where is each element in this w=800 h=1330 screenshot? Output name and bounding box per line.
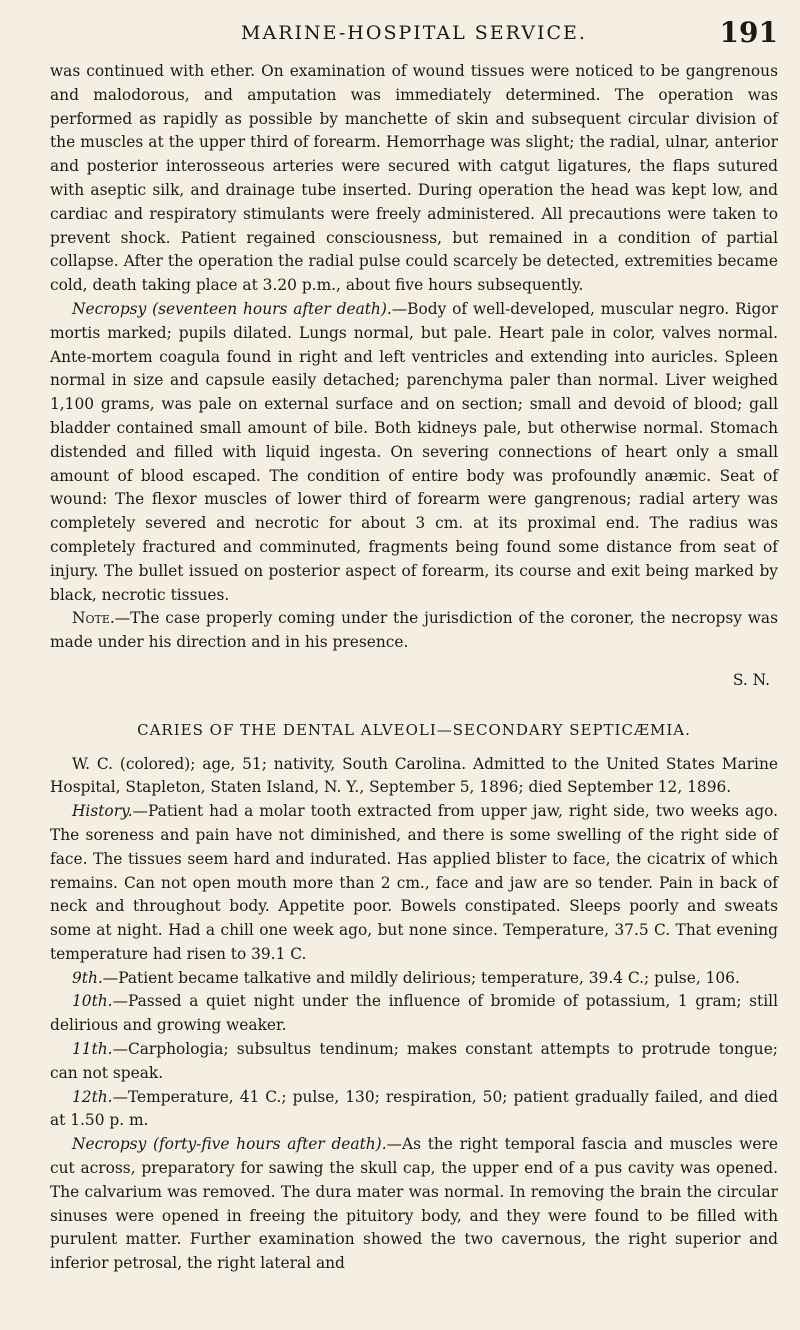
page-number: 191: [719, 16, 778, 49]
case2-day12: [50, 1086, 778, 1134]
day9-text: —Patient became talkative and mildly delirious; temperature, 39.4 C.; pulse, 106.: [102, 968, 740, 987]
note-label: Note.: [72, 609, 115, 628]
note-text: —The case properly coming under the jurisdiction of the coroner, the necropsy was made under his direction and in his presence.: [50, 609, 778, 652]
case2-day9: [50, 967, 778, 991]
necropsy-label: Necropsy (seventeen hours after death).: [72, 299, 392, 318]
signature: S. N.: [732, 670, 770, 689]
case1-paragraph: was continued with ether. On examination of wound tissues were noticed to be gangrenous and malodorous, and amputation was immediately determined. The operation was performed as rapidly as possible by manchette of skin and subsequent circular division of the muscles at the upper third of forearm. Hemorrhage was slight; the radial, ulnar, anterior and posterior interosseous arteries were secured with catgut ligatures, the flaps sutured with aseptic silk, and drainage tube inserted. During operation the head was kept low, and cardiac and respiratory stimulants were freely administered. All precautions were taken to prevent shock. Patient regained consciousness, but remained in a condition of partial collapse. After the operation the radial pulse could scarcely be detected, extremities became cold, death taking place at 3.20 p.m., about five hours subsequently.: [50, 62, 778, 295]
day11-text: —Carphologia; subsultus tendinum; makes constant attempts to protrude tongue; can not speak.: [50, 1040, 778, 1082]
day12-label: 12th.: [72, 1087, 113, 1106]
necropsy-text: —Body of well-developed, muscular negro. Rigor mortis marked; pupils dilated. Lungs normal, but pale. Heart pale in color, valves normal. Ante-mortem coagula found in right and left ventricles and extending into auricles. Spleen normal in size and capsule easily detached; parenchyma paler than normal. Liver weighed 1,100 grams, was pale on external surface and on section; small and devoid of blood; gall bladder contained small amount of bile. Both kidneys pale, but otherwise normal. Stomach distended and filled with liquid ingesta. On severing connections of heart only a small amount of blood escaped. The condition of entire body was profoundly anæmic. Seat of wound: The flexor muscles of lower third of forearm were gangrenous; radial artery was completely severed and necrotic for about 3 cm. at its proximal end. The radius was completely fractured and comminuted, fragments being found some distance from seat of injury. The bullet issued on posterior aspect of forearm, its course and exit being marked by black, necrotic tissues.: [50, 299, 778, 604]
day9-label: 9th.: [72, 968, 103, 987]
day11-label: 11th.: [72, 1040, 113, 1059]
day12-text: —Temperature, 41 C.; pulse, 130; respiration, 50; patient gradually failed, and died at 1.50 p. m.: [50, 1087, 778, 1130]
case2-day10: [50, 990, 778, 1038]
case2-intro: W. C. (colored); age, 51; nativity, South Carolina. Admitted to the United States Marine Hospital, Stapleton, Staten Island, N. Y., September 5, 1896; died September 12, 1896.: [50, 754, 778, 797]
history-text: —Patient had a molar tooth extracted from upper jaw, right side, two weeks ago. The soreness and pain have not diminished, and there is some swelling of the right side of face. The tissues seem hard and indurated. Has applied blister to face, the cicatrix of which remains. Can not open mouth more than 2 cm., face and jaw are so tender. Pain in back of neck and throughout body. Appetite poor. Bowels constipated. Sleeps poorly and sweats some at night. Had a chill one week ago, but none since. Temperature, 37.5 C. That evening temperature had risen to 39.1 C.: [50, 802, 778, 963]
necropsy2-text: —As the right temporal fascia and muscles were cut across, preparatory for sawing the skull cap, the upper end of a pus cavity was opened. The calvarium was removed. The dura mater was normal. In removing the brain the circular sinuses were opened in freeing the pituitory body, and they were found to be filled with purulent matter. Further examination showed the two cavernous, the right superior and inferior petrosal, the right lateral and: [50, 1135, 779, 1273]
page-header: [50, 16, 778, 52]
running-head: MARINE-HOSPITAL SERVICE.: [241, 22, 587, 44]
case2-day11: [50, 1038, 778, 1086]
necropsy2-label: Necropsy (forty-five hours after death).: [72, 1135, 387, 1154]
case2-history: [50, 800, 778, 967]
case1-necropsy: [50, 298, 778, 607]
section-title: CARIES OF THE DENTAL ALVEOLI—SECONDARY SEPTICÆMIA.: [137, 720, 691, 739]
day10-text: —Passed a quiet night under the influence of bromide of potassium, 1 gram; still delirious and growing weaker.: [50, 992, 778, 1035]
history-label: History.: [72, 802, 133, 821]
case1-note: [50, 607, 778, 655]
case2-necropsy: [50, 1133, 778, 1276]
page-body: [50, 60, 778, 1276]
day10-label: 10th.: [72, 992, 113, 1011]
